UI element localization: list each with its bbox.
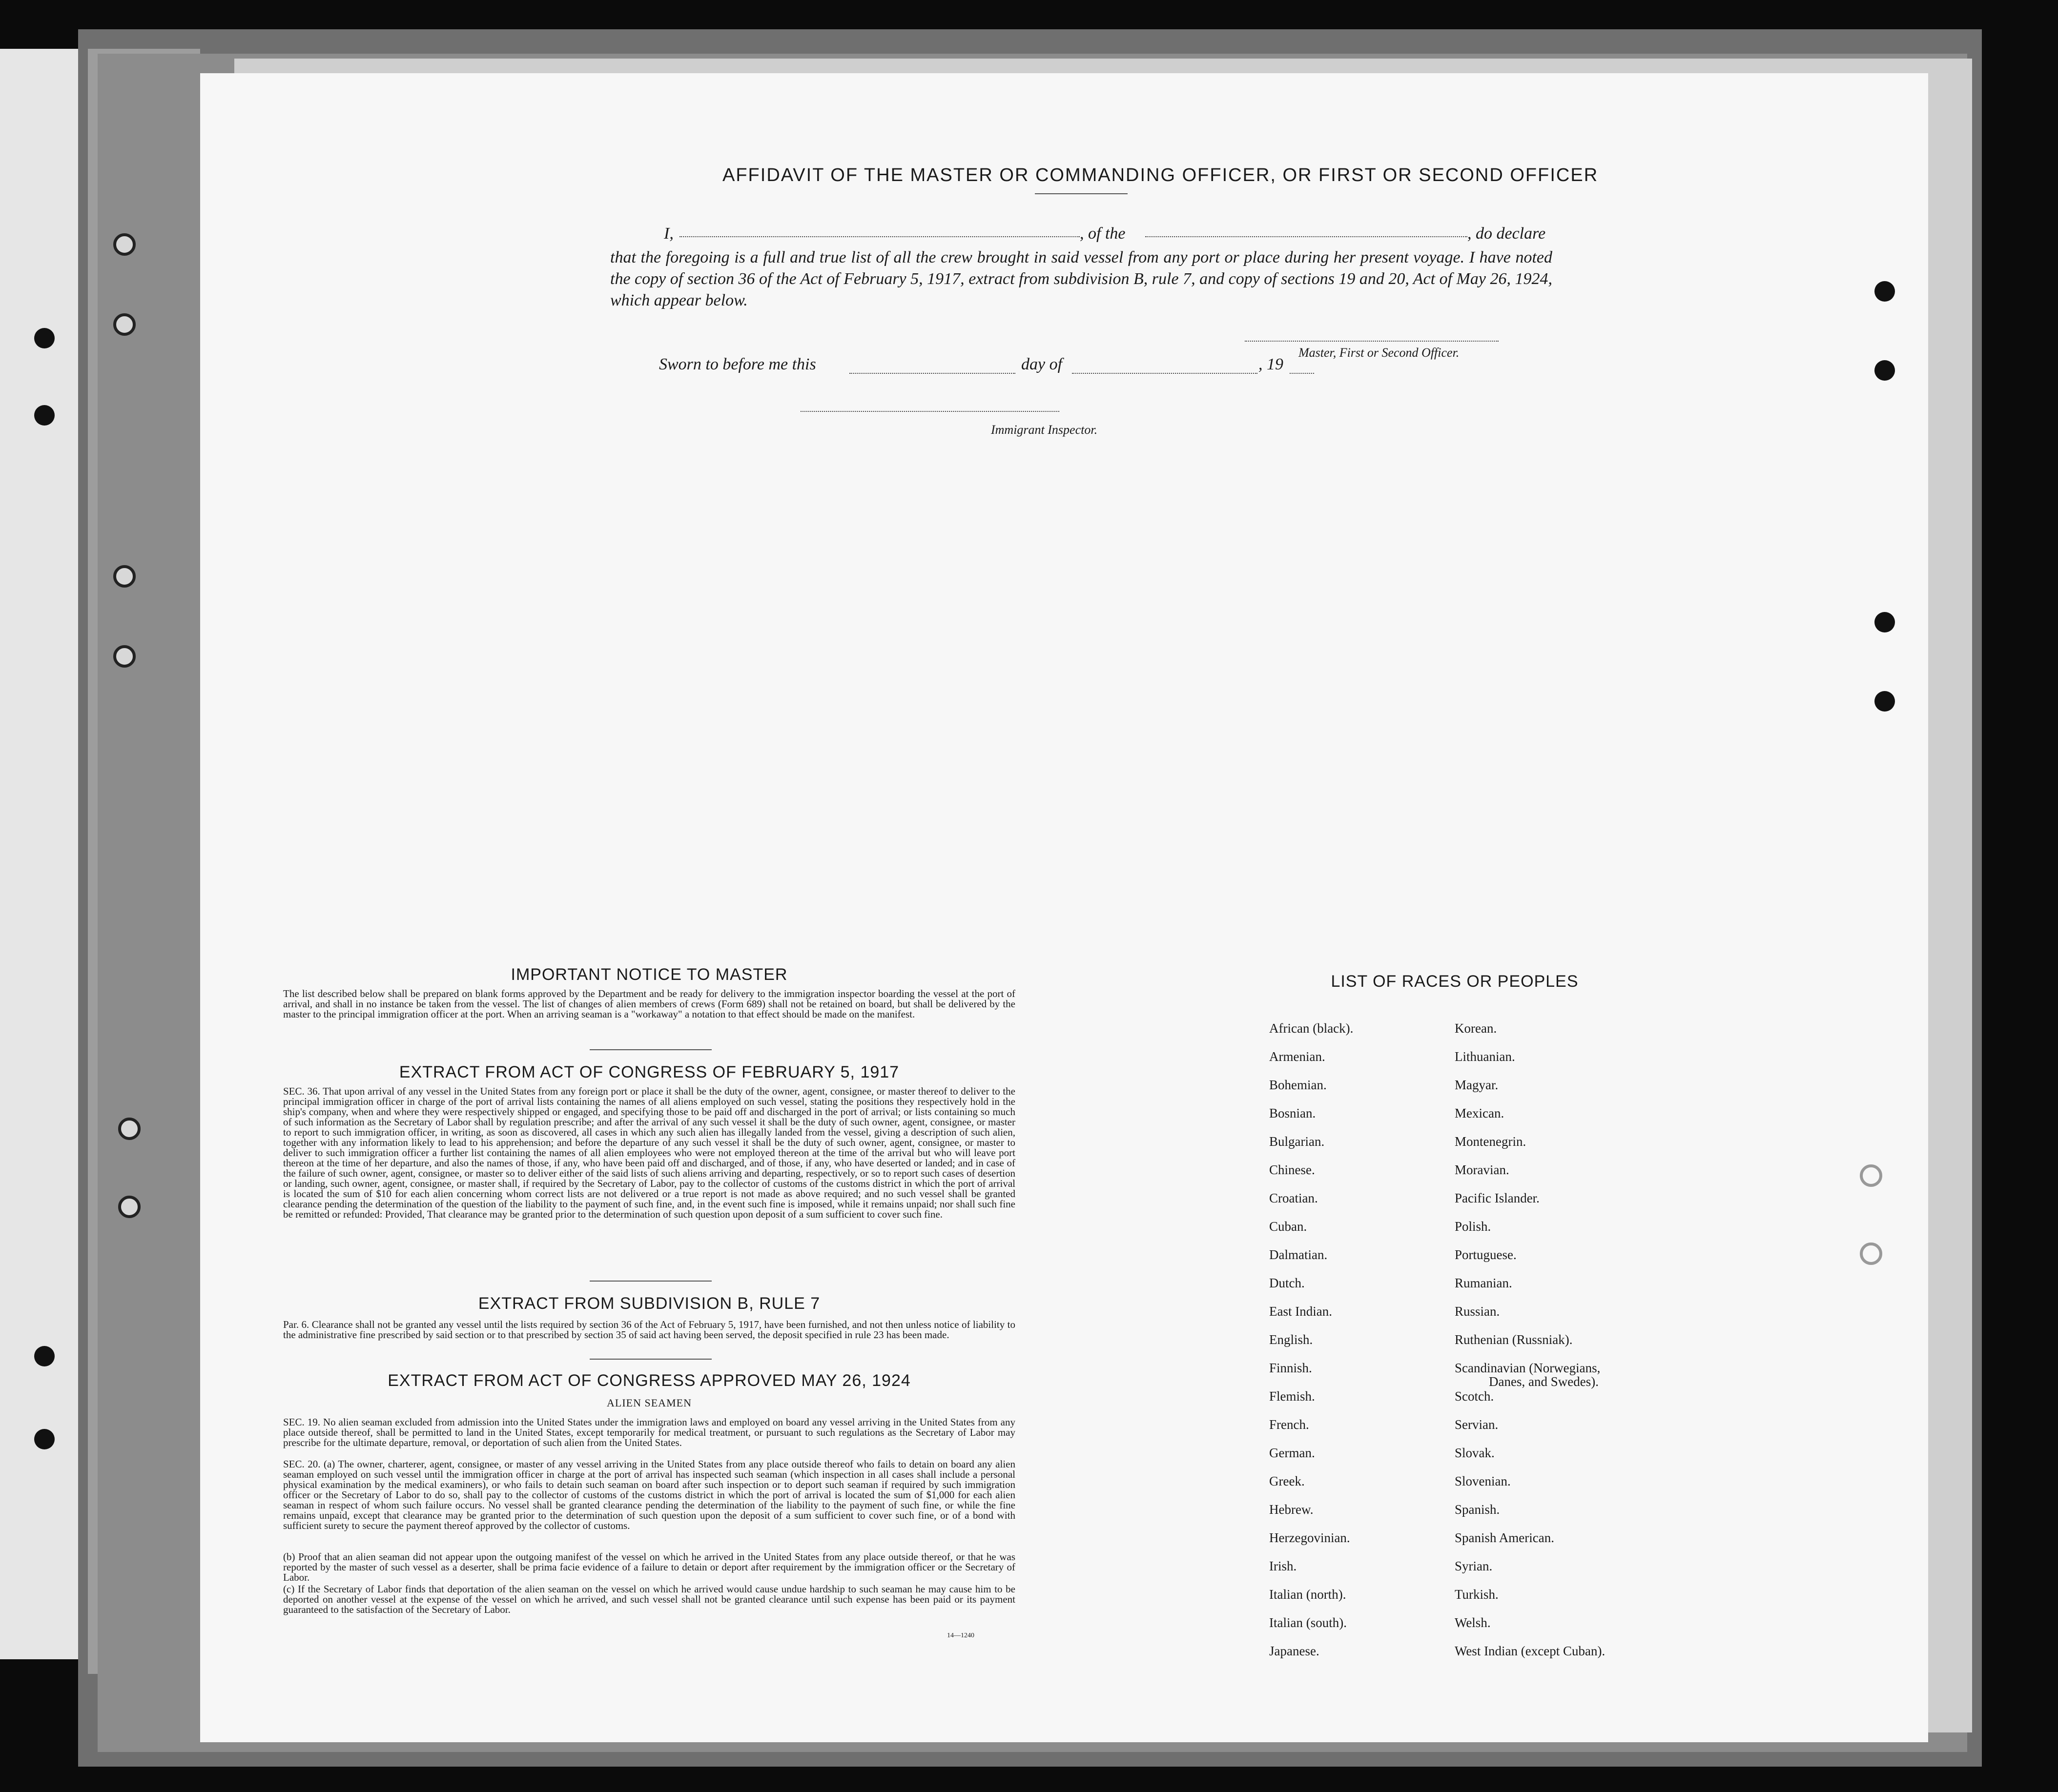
sworn-day-of: day of (1021, 355, 1063, 373)
race-item: Armenian. (1269, 1049, 1325, 1064)
signature-caption: Master, First or Second Officer. (1298, 346, 1460, 360)
sworn-month-field[interactable] (1072, 373, 1257, 374)
form-code: 14—1240 (947, 1632, 974, 1639)
background-page-edge (0, 49, 88, 1659)
punch-hole-icon (113, 565, 136, 588)
extract-1917-title: EXTRACT FROM ACT OF CONGRESS OF FEBRUARY 5, 1917 (399, 1063, 900, 1081)
divider (1035, 193, 1128, 194)
race-item: Chinese. (1269, 1162, 1315, 1177)
subdivision-b-title: EXTRACT FROM SUBDIVISION B, RULE 7 (478, 1294, 821, 1313)
race-item: Irish. (1269, 1559, 1297, 1573)
affidavit-i: I, (664, 224, 674, 243)
affidavit-declare: , do declare (1467, 224, 1546, 243)
punch-hole-icon (34, 328, 55, 348)
race-item: Italian (north). (1269, 1587, 1346, 1602)
race-item: African (black). (1269, 1021, 1354, 1036)
race-item: English. (1269, 1332, 1313, 1347)
race-item: Scotch. (1455, 1389, 1494, 1404)
race-item: Lithuanian. (1455, 1049, 1515, 1064)
punch-hole-icon (1874, 612, 1895, 632)
race-item: Finnish. (1269, 1361, 1312, 1375)
race-item: Turkish. (1455, 1587, 1499, 1602)
vessel-name-field[interactable] (1145, 236, 1467, 237)
race-item: Montenegrin. (1455, 1134, 1526, 1149)
punch-hole-icon (1874, 281, 1895, 302)
sworn-year: , 19 (1258, 355, 1283, 373)
officer-name-field[interactable] (679, 236, 1080, 237)
sworn-year-field[interactable] (1290, 373, 1314, 374)
sec20b-text: (b) Proof that an alien seaman did not appear upon the outgoing manifest of the vessel on which he arrived in the United States from any place outside thereof, or that he was reported by the master of such vessel as a deserter, shall be prima facie evidence of a failure to detain or deport after requirement by the immigration officer or the Secretary of Labor. (283, 1551, 1015, 1583)
punch-hole-icon (113, 233, 136, 256)
punch-hole-icon (1874, 691, 1895, 712)
race-item: Slovenian. (1455, 1474, 1511, 1488)
inspector-caption: Immigrant Inspector. (991, 423, 1098, 437)
race-item: Servian. (1455, 1417, 1499, 1432)
divider (590, 1359, 712, 1360)
divider (590, 1281, 712, 1282)
race-item-continuation: Danes, and Swedes). (1489, 1374, 1599, 1389)
race-item: Russian. (1455, 1304, 1500, 1319)
race-item: East Indian. (1269, 1304, 1332, 1319)
race-item: Bohemian. (1269, 1078, 1327, 1092)
sec20c-text: (c) If the Secretary of Labor finds that deportation of the alien seaman on the vessel on which he arrived would cause undue hardship to such seaman he may cause him to be deported on another vessel at the expense of the vessel on which he arrived, and such vessel shall not be granted clearance until such expense has been paid or its payment guaranteed to the satisfaction of the Secretary of Labor. (283, 1583, 1015, 1615)
officer-signature-field[interactable] (1245, 341, 1499, 342)
race-item: Polish. (1455, 1219, 1491, 1234)
race-item: Flemish. (1269, 1389, 1315, 1404)
race-item: Slovak. (1455, 1446, 1495, 1460)
race-item: Herzegovinian. (1269, 1530, 1350, 1545)
race-item: Bulgarian. (1269, 1134, 1325, 1149)
race-item: Spanish. (1455, 1502, 1500, 1517)
race-item: Japanese. (1269, 1644, 1319, 1658)
punch-hole-icon (1860, 1242, 1882, 1265)
subdivision-b-body: Par. 6. Clearance shall not be granted any vessel until the lists required by section 36 of the Act of February 5, 1917, have been furnished, and not then unless notice of liability to the administrative fine prescribed by said section or to that prescribed by section 35 of said act having been served, the deposit specified in rule 23 has been made. (283, 1319, 1015, 1341)
sworn-prefix: Sworn to before me this (659, 355, 816, 373)
inspector-signature-field[interactable] (801, 411, 1059, 412)
race-item: Rumanian. (1455, 1276, 1512, 1290)
sec19-text: SEC. 19. No alien seaman excluded from admission into the United States under the immigration laws and employed on board any vessel arriving in the United States from any place outside thereof, shall be permitted to land in the United States, except temporarily for medical treatment, or pursuant to such regulations as the Secretary of Labor may prescribe for the ultimate departure, removal, or deportation of such alien from the United States. (283, 1416, 1015, 1448)
punch-hole-icon (1860, 1164, 1882, 1187)
punch-hole-icon (34, 405, 55, 426)
extract-1924-title: EXTRACT FROM ACT OF CONGRESS APPROVED MAY 26, 1924 (388, 1371, 911, 1390)
punch-hole-icon (1874, 360, 1895, 381)
alien-seamen-subtitle: ALIEN SEAMEN (607, 1397, 692, 1409)
race-item: Bosnian. (1269, 1106, 1316, 1120)
race-item: German. (1269, 1446, 1315, 1460)
affidavit-title: AFFIDAVIT OF THE MASTER OR COMMANDING OFFICER, OR FIRST OR SECOND OFFICER (722, 165, 1599, 185)
extract-1917-body: SEC. 36. That upon arrival of any vessel in the United States from any foreign port or place it shall be the duty of the owner, agent, consignee, or master thereof to deliver to the principal immigration officer in charge of the port of arrival lists containing the names of all aliens employed on such vessel, stating the positions they respectively hold in the ship's company, when and where they were respectively shipped or engaged, and specifying those to be paid off and discharged in the port of arrival; or lists containing so much of such information as the Secretary of Labor shall by regulation prescribe; and after the arrival of any such vessel it shall be the duty of such owner, agent, consignee, or master to report to such immigration officer, in writing, as soon as discovered, all cases in which any such alien has illegally landed from the vessel, giving a description of such alien, together with any information likely to lead to his apprehension; and before the departure of any such vessel it shall be the duty of such owner, agent, consignee, or master to deliver to such immigration officer a further list containing the names of all alien employees who were not employed thereon at the time of the arrival but who will leave port thereon at the time of her departure, and also the names of those, if any, who have been paid off and discharged, and of those, if any, who have deserted or landed; and in case of the failure of such owner, agent, consignee, or master so to deliver either of the said lists of such aliens arriving and departing, respectively, or so to report such cases of desertion or landing, such owner, agent, consignee, or master shall, if required by the Secretary of Labor, pay to the collector of customs of the customs district in which the port of arrival is located the sum of $10 for each alien concerning whom correct lists are not delivered or a true report is not made as above required; and no such vessel shall be granted clearance pending the determination of the question of the liability to the payment of such fine, and, in the event such fine is imposed, while it remains unpaid; nor shall such fine be remitted or refunded: Provided, That clearance may be granted prior to the determination of such question upon deposit of a sum sufficient to cover such fine. (283, 1085, 1015, 1220)
race-item: Italian (south). (1269, 1615, 1347, 1630)
race-item: West Indian (except Cuban). (1455, 1644, 1605, 1658)
sworn-day-field[interactable] (849, 373, 1015, 374)
punch-hole-icon (113, 645, 136, 668)
race-item: Mexican. (1455, 1106, 1504, 1120)
divider (590, 1049, 712, 1050)
race-item: Magyar. (1455, 1078, 1499, 1092)
race-item: French. (1269, 1417, 1309, 1432)
punch-hole-icon (34, 1429, 55, 1449)
races-title: LIST OF RACES OR PEOPLES (1331, 972, 1579, 991)
race-item: Welsh. (1455, 1615, 1491, 1630)
race-item: Hebrew. (1269, 1502, 1314, 1517)
notice-title: IMPORTANT NOTICE TO MASTER (511, 965, 788, 984)
race-item: Cuban. (1269, 1219, 1307, 1234)
race-item: Scandinavian (Norwegians, (1455, 1361, 1601, 1375)
race-item: Moravian. (1455, 1162, 1509, 1177)
sec20a-text: SEC. 20. (a) The owner, charterer, agent, consignee, or master of any vessel arriving in the United States from any place outside thereof who fails to detain on board any alien seaman employed on such vessel until the immigration officer in charge at the port of arrival has inspected such seaman (which inspection in all cases shall include a personal physical examination by the medical examiners), or who fails to detain such seaman on board after such inspection or to deport such seaman if required by such immigration officer or the Secretary of Labor to do so, shall pay to the collector of customs of the customs district in which the port of arrival is located the sum of $1,000 for each alien seaman in respect of whom such failure occurs. No vessel shall be granted clearance pending the determination of the liability to the payment of such fine, or while the fine remains unpaid, except that clearance may be granted prior to the determination of such question upon the deposit of a sum sufficient to cover such fine, or of a bond with sufficient surety to secure the payment thereof approved by the collector of customs. (283, 1458, 1015, 1531)
race-item: Croatian. (1269, 1191, 1318, 1205)
race-item: Ruthenian (Russniak). (1455, 1332, 1573, 1347)
race-item: Spanish American. (1455, 1530, 1554, 1545)
punch-hole-icon (34, 1346, 55, 1366)
race-item: Portuguese. (1455, 1247, 1517, 1262)
affidavit-body: that the foregoing is a full and true list of all the crew brought in said vessel from any port or place during her present voyage. I have noted the copy of section 36 of the Act of February 5, 1917, extract from subdivision B, rule 7, and copy of sections 19 and 20, Act of May 26, 1924, which appear below. (610, 248, 1552, 309)
race-item: Dalmatian. (1269, 1247, 1328, 1262)
notice-body: The list described below shall be prepared on blank forms approved by the Department and be ready for delivery to the immigration inspector boarding the vessel at the port of arrival, and shall in no instance be taken from the vessel. The list of changes of alien members of crews (Form 689) shall not be retained on board, but shall be delivered by the master to the principal immigration officer at the port. When an arriving seaman is a "workaway" a notation to that effect should be made on the manifest. (283, 988, 1015, 1020)
affidavit-of-the: , of the (1080, 224, 1126, 243)
race-item: Pacific Islander. (1455, 1191, 1540, 1205)
punch-hole-icon (118, 1118, 141, 1140)
race-item: Syrian. (1455, 1559, 1493, 1573)
race-item: Dutch. (1269, 1276, 1305, 1290)
punch-hole-icon (118, 1196, 141, 1218)
punch-hole-icon (113, 313, 136, 336)
race-item: Korean. (1455, 1021, 1497, 1036)
race-item: Greek. (1269, 1474, 1305, 1488)
